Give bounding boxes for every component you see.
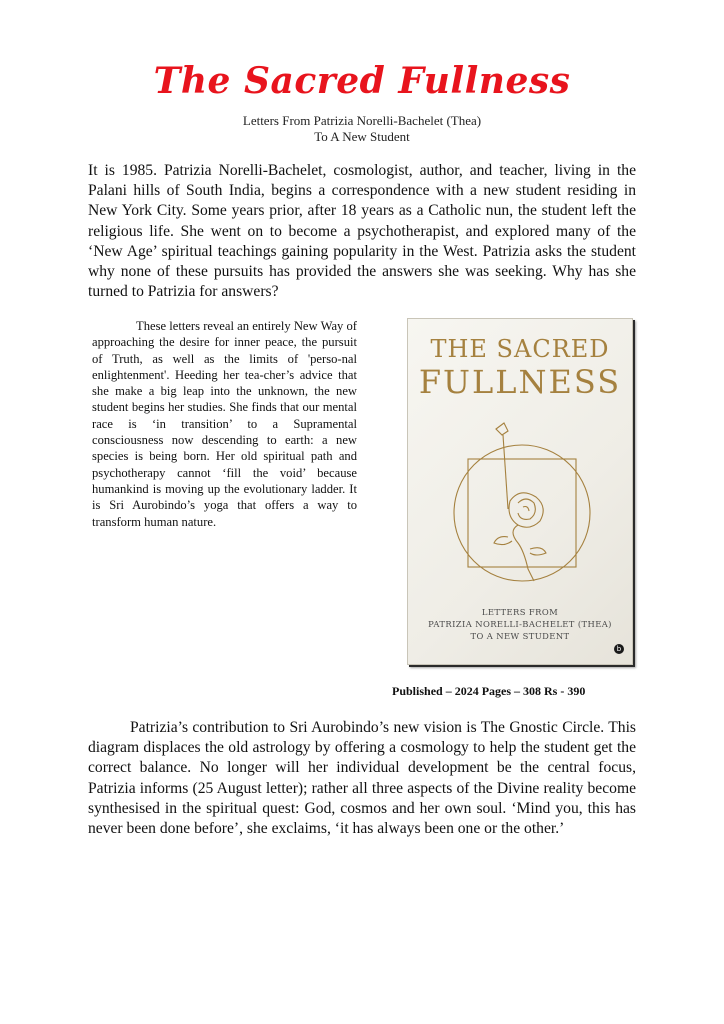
cover-art-rose-outer: [509, 493, 543, 527]
cover-art-leaf-right: [530, 548, 546, 555]
book-description-paragraph: [92, 318, 357, 530]
cover-art-leaf-left: [494, 537, 512, 545]
intro-paragraph: It is 1985. Patrizia Norelli-Bachelet, cosmologist, author, and teacher, living in the Palani hills of South India, begins a correspondence with a new student residing in New York City. Some years prior, after 18 years as a Catholic nun, the student left the religious life. She went on to become a psychotherapist, and explored many of the ‘New Age’ spiritual teachings gaining popularity in the West. Patrizia asks the student why none of these pursuits has provided the answers she was seeking. Why has she turned to Patrizia for answers?: [88, 162, 636, 301]
cover-subtitle-line-2: PATRIZIA NORELLI-BACHELET (THEA): [428, 619, 612, 629]
cover-title-line-1: THE SACRED: [430, 335, 610, 363]
cover-art-circle: [454, 445, 590, 581]
book-description-text: These letters reveal an entirely New Way of approaching the desire for inner peace, the pursuit of Truth, as well as the limits of 'perso-nal enlightenment'. Heeding her tea-cher’s advice that she make a big leap into the unknown, the new student begins her studies. She finds that our mental race is ‘in transition’ to a Supramental consciousness now descending to earth: a new species is being born. Her old spiritual path and psychotherapy cannot ‘fill the void’ because humankind is moving up the evolutionary ladder. It is Sri Aurobindo’s yoga that offers a way to transform human nature.: [92, 319, 357, 529]
rose-key-illustration: [448, 419, 598, 599]
subtitle-line-2: To A New Student: [314, 129, 410, 144]
cover-art-rose-inner: [518, 499, 535, 519]
subtitle-line-1: Letters From Patrizia Norelli-Bachelet (Thea): [242, 113, 482, 128]
publication-details: Published – 2024 Pages – 308 Rs - 390: [392, 684, 586, 698]
cover-title-line-2: FULLNESS: [418, 363, 622, 401]
publisher-logo-icon: b: [614, 644, 624, 654]
cover-subtitle-line-3: TO A NEW STUDENT: [470, 631, 570, 641]
cover-art-key-head: [496, 423, 508, 435]
closing-paragraph: Patrizia’s contribution to Sri Aurobindo’s new vision is The Gnostic Circle. This diagram displaces the old astrology by offering a cosmology to help the student get the correct balance. No longer will her individual development be the central focus, Patrizia informs (25 August letter); rather all three aspects of the Divine reality become synthesised in the spiritual quest: God, cosmos and her own soul. ‘Mind you, this has never been done before’, she exclaims, ‘it has always been one or the other.’: [88, 719, 636, 838]
page-title: The Sacred Fullness: [153, 60, 571, 102]
cover-art-rose-center: [523, 507, 529, 512]
cover-subtitle-line-1: LETTERS FROM: [481, 607, 559, 617]
book-cover-image: [407, 318, 633, 665]
